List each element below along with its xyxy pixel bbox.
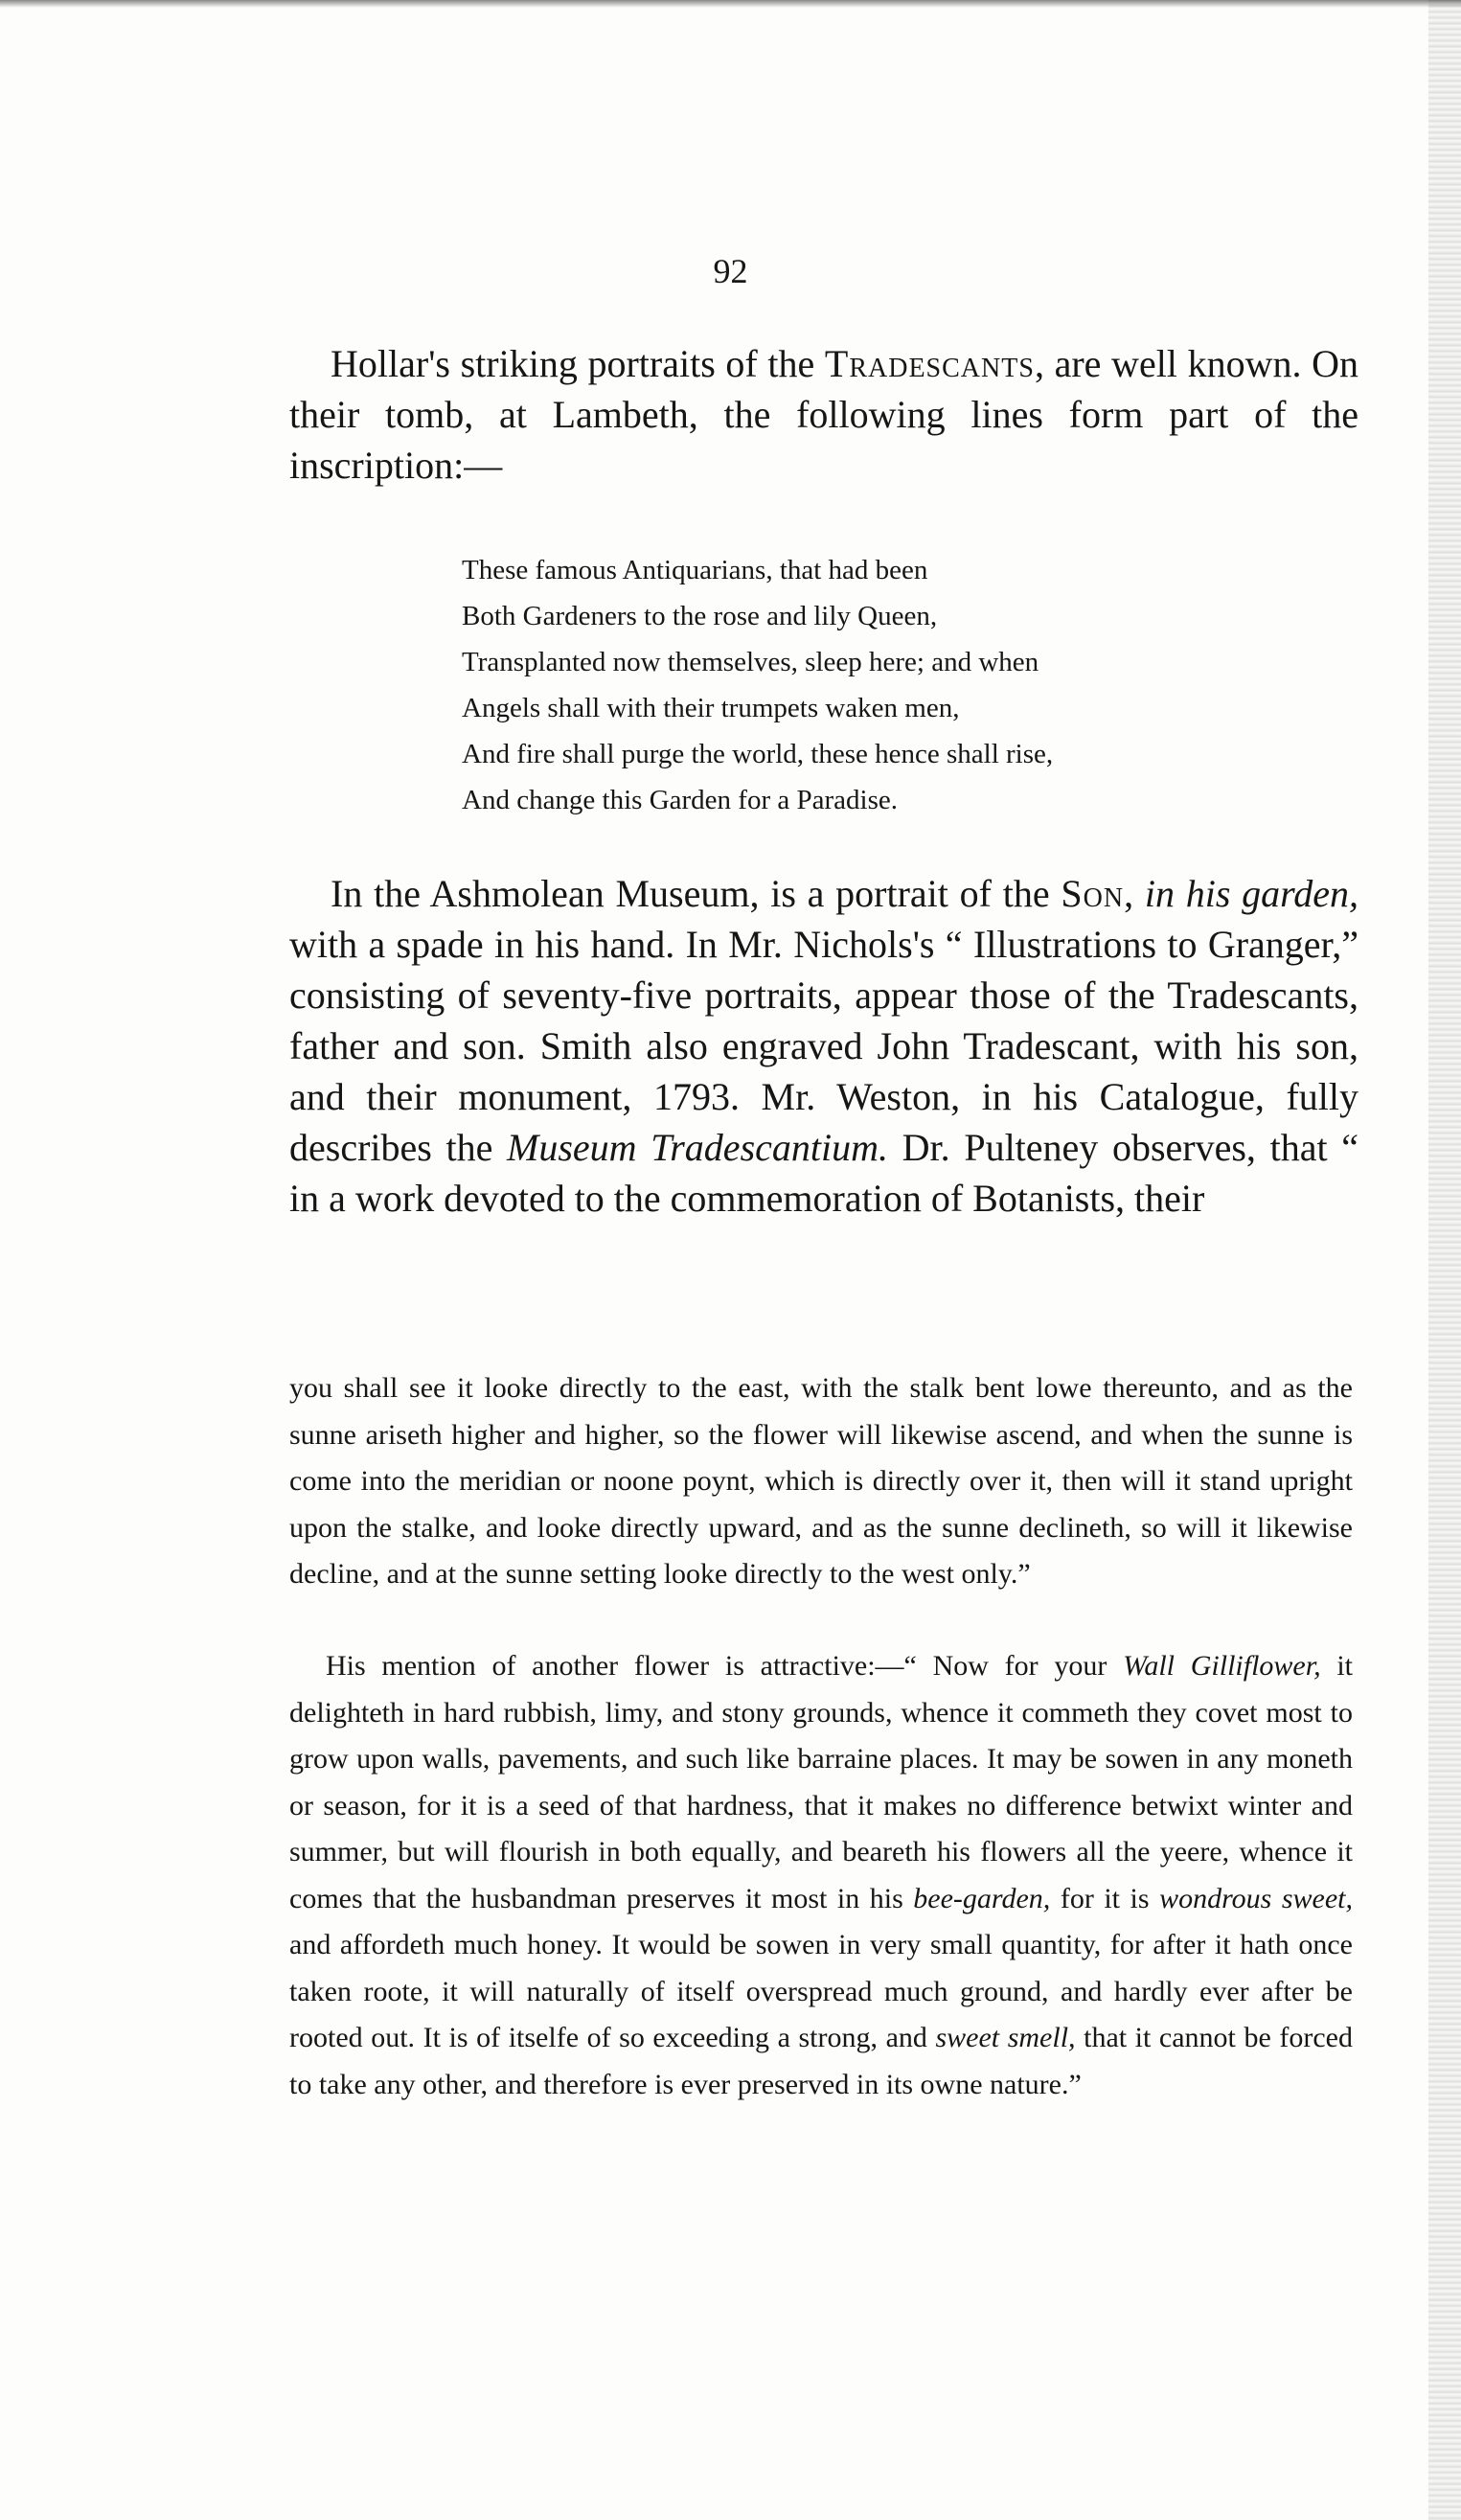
footnote-sunflower <box>289 1365 1353 1598</box>
poem-line: Angels shall with their trumpets waken men, <box>462 693 960 723</box>
paragraph2-italic-2: Museum Tradescantium. <box>507 1126 888 1169</box>
paragraph1-small-caps: Tradescants <box>824 342 1035 385</box>
footnote2-text-2: it delighteth in hard rubbish, limy, and stony grounds, whence it commeth they covet most to grow upon walls, pavements, and such like barraine places. It may be sowen in any moneth or season, for it is a seed of that hardness, that it makes no difference betwixt winter and summer, but will flourish in both equally, and beareth his flowers all the yeere, whence it comes that the husbandman preserves it most in his <box>289 1650 1354 1914</box>
footnote2-text-5: that it cannot be forced to take any other, and therefore is ever preserved in its owne nature.” <box>289 2022 1353 2100</box>
paragraph2-text-4: Dr. Pulteney observes, that “ in a work devoted to the commemoration of Botanists, their <box>289 1126 1358 1220</box>
poem-line: And fire shall purge the world, these hence shall rise, <box>462 739 1054 769</box>
footnote2-italic-4: sweet smell, <box>935 2022 1076 2053</box>
footnote-wall-gilliflower <box>289 1643 1353 2108</box>
tomb-inscription-poem <box>462 547 1228 823</box>
footnote2-text-4: and affordeth much honey. It would be sowen in very small quantity, for after it hath once taken roote, it will naturally of itself overspread much ground, and hardly ever after be rooted out. It is of itselfe of so exceeding a strong, and <box>289 1929 1353 2053</box>
paragraph1-text-b: , are well known. On their tomb, at Lambeth, the following lines form part of the inscription:— <box>289 342 1358 487</box>
paragraph2-text-1: In the Ashmolean Museum, is a portrait of the <box>331 872 1062 915</box>
page-number: 92 <box>713 252 748 290</box>
poem-line: Both Gardeners to the rose and lily Queen, <box>462 601 938 631</box>
footnote2-text-1: His mention of another flower is attractive:—“ Now for your <box>326 1650 1124 1682</box>
footnote2-italic-2: bee-garden, <box>913 1882 1051 1914</box>
poem-line: And change this Garden for a Paradise. <box>462 785 898 815</box>
poem-line: These famous Antiquarians, that had been <box>462 555 928 585</box>
poem-line: Transplanted now themselves, sleep here; and when <box>462 647 1039 677</box>
footnote2-text-3: for it is <box>1050 1882 1160 1914</box>
footnote1-text: you shall see it looke directly to the east, with the stalk bent lowe thereunto, and as the sunne ariseth higher and higher, so the flower will likewise ascend, and when the sunne is come into the meridian or noone poynt, which is directly over it, then will it stand upright upon the stalke, and looke directly upward, and as the sunne declineth, so will it likewise decline, and at the sunne setting looke directly to the west only.” <box>289 1372 1353 1590</box>
footnote2-italic-1: Wall Gilliflower, <box>1123 1650 1321 1682</box>
paragraph2-text-2: , <box>1124 872 1145 915</box>
page-right-edge <box>1428 0 1461 2520</box>
paragraph1-text-a: Hollar's striking portraits of the <box>331 342 825 385</box>
paragraph2-small-caps: Son <box>1061 872 1125 915</box>
paragraph2-text-3: with a spade in his hand. In Mr. Nichols's “ Illustrations to Granger,” consisting of seventy-five portraits, appear those of the Tradescants, father and son. Smith also engraved John Tradescant, with his son, and their monument, 1793. Mr. Weston, in his Catalogue, fully describes the <box>289 923 1358 1169</box>
page-top-edge <box>0 0 1461 8</box>
paragraph-tradescants <box>289 338 1358 491</box>
footnote2-italic-3: wondrous sweet, <box>1159 1882 1353 1914</box>
paragraph2-italic-1: in his garden, <box>1144 872 1358 915</box>
paragraph-ashmolean <box>289 868 1358 1224</box>
